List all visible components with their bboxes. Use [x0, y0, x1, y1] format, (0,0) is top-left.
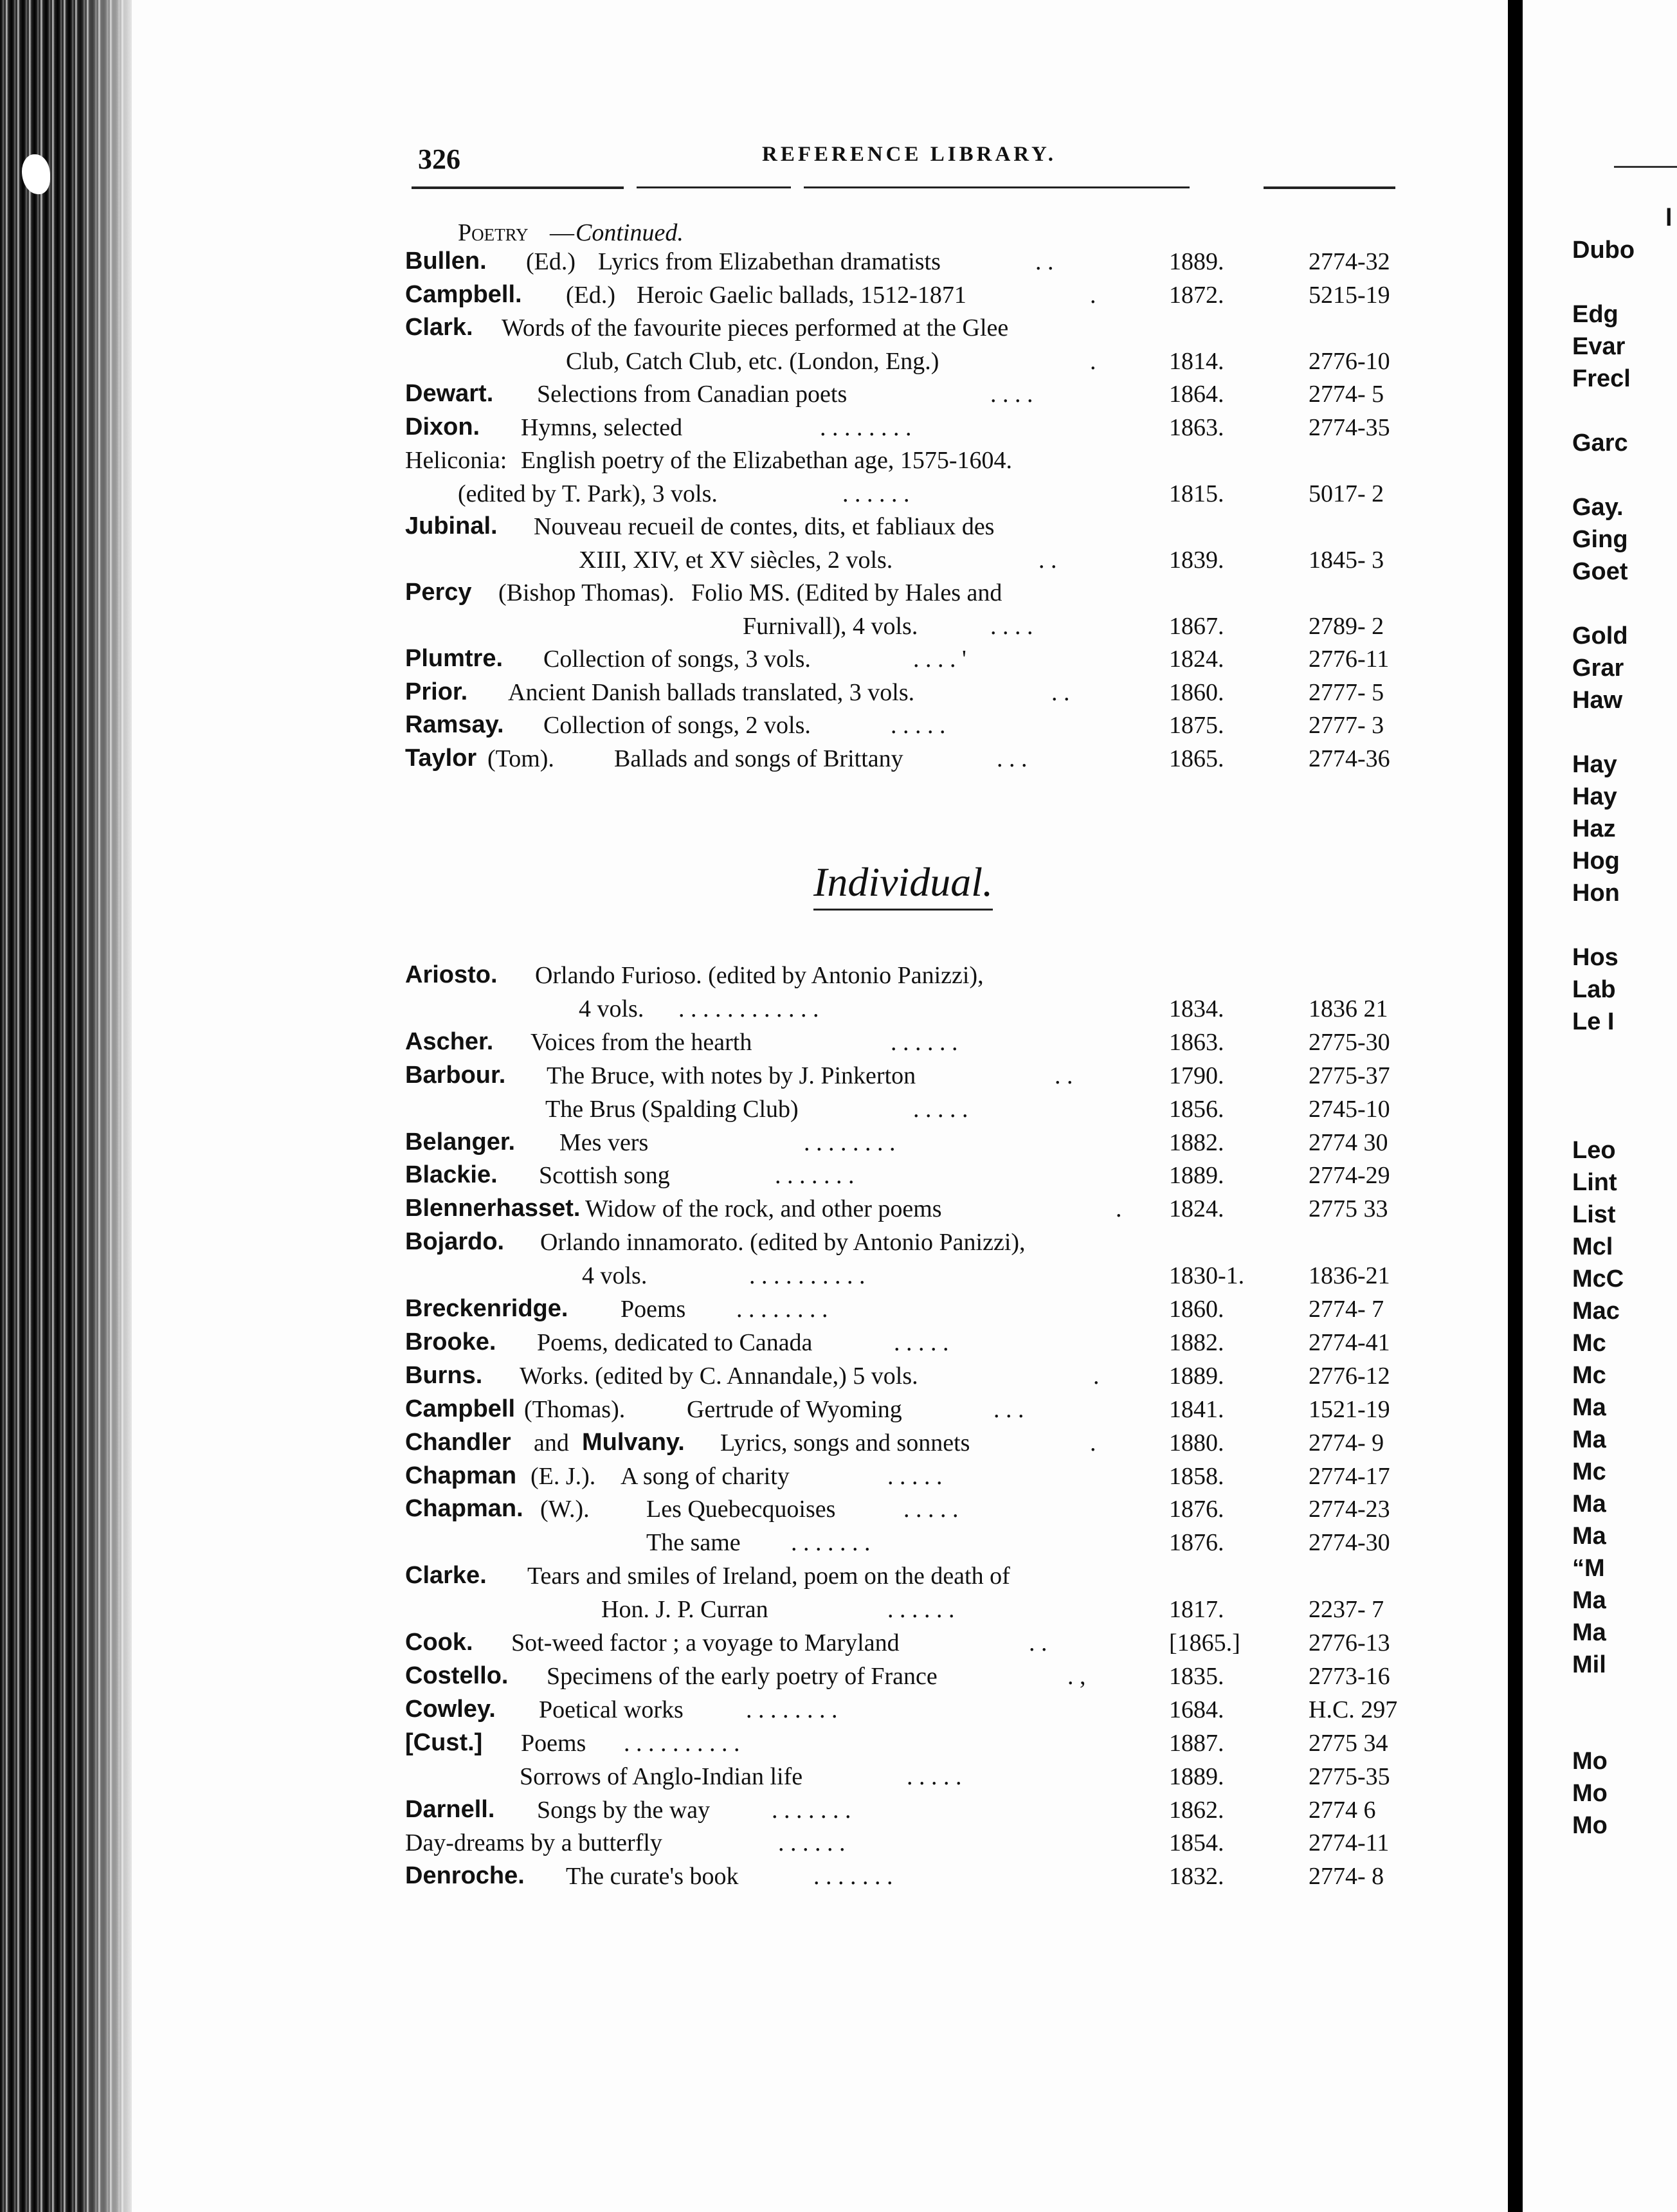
entry-title: Heroic Gaelic ballads, 1512-1871 — [637, 281, 966, 309]
shelf-number: 2774-35 — [1309, 413, 1390, 441]
entry-title: 4 vols. — [582, 1262, 648, 1290]
section-heading-prefix: Poetry — [458, 219, 529, 246]
entry-title: Lyrics, songs and sonnets — [720, 1429, 970, 1456]
facing-page-fragment: Mac — [1572, 1298, 1620, 1325]
facing-page-fragment: Lint — [1572, 1169, 1617, 1196]
entry-year: 1860. — [1169, 1296, 1224, 1323]
shelf-number: 2777- 5 — [1309, 678, 1384, 706]
shelf-number: 2773-16 — [1309, 1662, 1390, 1690]
author-name: Darnell. — [405, 1795, 495, 1823]
facing-page-fragment: McC — [1572, 1265, 1624, 1292]
entry-line — [0, 1862, 1415, 1901]
facing-page-fragment: Grar — [1572, 655, 1624, 682]
facing-page-rule — [1614, 166, 1677, 168]
shelf-number: 1521-19 — [1309, 1395, 1390, 1423]
leader-dots: . . . . . . — [887, 1596, 955, 1624]
facing-page-fragment: l — [1665, 204, 1672, 231]
facing-page-fragment: Ma — [1572, 1587, 1606, 1614]
author-name: Barbour. — [405, 1061, 506, 1089]
leader-dots: . . . . . . . . — [746, 1696, 838, 1723]
entry-year: 1790. — [1169, 1062, 1224, 1089]
leader-dots: . . — [1038, 546, 1057, 574]
author-name: Costello. — [405, 1662, 509, 1689]
entry-title: Tears and smiles of Ireland, poem on the death of — [527, 1563, 1010, 1590]
entry-year: 1875. — [1169, 712, 1224, 739]
facing-page-fragment: Ma — [1572, 1394, 1606, 1421]
leader-dots: . . . . . . . — [772, 1796, 851, 1824]
leader-dots: . — [1090, 1429, 1096, 1456]
facing-page-fragment: Haz — [1572, 815, 1616, 842]
shelf-number: 2774-29 — [1309, 1162, 1390, 1190]
entry-title: Lyrics from Elizabethan dramatists — [598, 248, 941, 275]
shelf-number: 2774 6 — [1309, 1796, 1376, 1824]
entry-title: Sot-weed factor ; a voyage to Maryland — [511, 1629, 900, 1656]
author-name: Dewart. — [405, 380, 494, 407]
leader-dots: . . . . . . — [778, 1829, 846, 1857]
shelf-number: 2774- 9 — [1309, 1429, 1384, 1456]
shelf-number: 2774-32 — [1309, 248, 1390, 275]
running-title: REFERENCE LIBRARY. — [762, 143, 1057, 166]
entry-year: 1872. — [1169, 281, 1224, 309]
entry-title: A song of charity — [621, 1462, 790, 1490]
header-rule — [1264, 186, 1395, 189]
entry-year: 1864. — [1169, 381, 1224, 408]
shelf-number: 2774-41 — [1309, 1328, 1390, 1356]
author-name: Belanger. — [405, 1128, 516, 1156]
entry-year: 1889. — [1169, 1763, 1224, 1790]
facing-page-fragment: Mo — [1572, 1748, 1608, 1775]
entry-title: Furnivall), 4 vols. — [743, 612, 918, 640]
entry-title: Club, Catch Club, etc. (London, Eng.) — [566, 347, 939, 375]
entry-year: 1856. — [1169, 1095, 1224, 1123]
entry-title: Selections from Canadian poets — [537, 381, 848, 408]
author-name: Dixon. — [405, 413, 480, 440]
author-name: Clarke. — [405, 1562, 487, 1590]
facing-page — [1523, 0, 1677, 2212]
entry-title: Mes vers — [559, 1129, 649, 1156]
header-rule — [637, 186, 791, 188]
leader-dots: . . . . . . . — [813, 1863, 893, 1890]
author-qualifier: and — [534, 1429, 569, 1456]
entry-title: The Brus (Spalding Club) — [545, 1095, 799, 1123]
shelf-number: 2776-13 — [1309, 1629, 1390, 1656]
author-name: Bojardo. — [405, 1228, 505, 1256]
entry-title: Hymns, selected — [521, 413, 683, 441]
entry-title: Specimens of the early poetry of France — [547, 1662, 938, 1690]
entry-year: 1835. — [1169, 1662, 1224, 1690]
facing-page-fragment: Mcl — [1572, 1233, 1613, 1260]
leader-dots: . . . . . . . — [791, 1529, 871, 1557]
shelf-number: 1836 21 — [1309, 995, 1388, 1022]
author-qualifier: (Tom). — [487, 745, 554, 772]
author-name: Ramsay. — [405, 711, 504, 738]
shelf-number: 1845- 3 — [1309, 546, 1384, 574]
author-name: Chandler — [405, 1428, 511, 1456]
facing-page-fragment: Mc — [1572, 1330, 1606, 1357]
entry-year: 1817. — [1169, 1596, 1224, 1624]
leader-dots: . — [1093, 1362, 1100, 1390]
leader-dots: . . — [1055, 1062, 1073, 1089]
leader-dots: . . . . . . . . . . . . — [678, 995, 819, 1022]
entry-title: Gertrude of Wyoming — [687, 1395, 902, 1423]
facing-page-fragment: Hay — [1572, 751, 1617, 778]
leader-dots: . . . — [997, 745, 1028, 772]
author-name: Campbell. — [405, 280, 522, 308]
shelf-number: 5017- 2 — [1309, 480, 1384, 507]
author-qualifier: (Ed.) — [566, 281, 616, 309]
leader-dots: . . . . . . . . — [820, 413, 912, 441]
entry-title: Day-dreams by a butterfly — [405, 1829, 662, 1857]
facing-page-fragment: List — [1572, 1201, 1616, 1228]
entry-year: 1882. — [1169, 1328, 1224, 1356]
leader-dots: . — [1116, 1195, 1122, 1223]
facing-page-fragment: Dubo — [1572, 237, 1635, 264]
shelf-number: 2776-12 — [1309, 1362, 1390, 1390]
leader-dots: . . — [1051, 678, 1070, 706]
facing-page-fragment: Hog — [1572, 848, 1620, 875]
author-name: Plumtre. — [405, 645, 503, 672]
entry-year: 1854. — [1169, 1829, 1224, 1857]
author-name: Jubinal. — [405, 512, 498, 539]
shelf-number: 2774-30 — [1309, 1529, 1390, 1557]
facing-page-fragment: Hon — [1572, 880, 1620, 907]
author-name: Taylor — [405, 744, 477, 772]
shelf-number: 2774-36 — [1309, 745, 1390, 772]
facing-page-fragment: Hos — [1572, 944, 1618, 971]
facing-page-fragment: “M — [1572, 1555, 1605, 1582]
leader-dots: . . — [1029, 1629, 1047, 1656]
leader-dots: . . . . . — [907, 1763, 962, 1790]
author-name: Ascher. — [405, 1028, 494, 1055]
coauthor-name: Mulvany. — [582, 1428, 685, 1456]
facing-page-fragment: Ma — [1572, 1426, 1606, 1453]
shelf-number: 2789- 2 — [1309, 612, 1384, 640]
entry-title: Scottish song — [539, 1162, 670, 1190]
entry-year: 1880. — [1169, 1429, 1224, 1456]
author-name: Clark. — [405, 314, 473, 341]
entry-year: 1834. — [1169, 995, 1224, 1022]
shelf-number: 2775 34 — [1309, 1729, 1388, 1757]
entry-title: Widow of the rock, and other poems — [585, 1195, 942, 1223]
facing-page-fragment: Goet — [1572, 558, 1628, 585]
section-heading-dash: — — [550, 219, 574, 246]
entry-title: Folio MS. (Edited by Hales and — [691, 579, 1002, 606]
page-number: 326 — [418, 143, 460, 175]
entry-year: 1889. — [1169, 248, 1224, 275]
author-name: Burns. — [405, 1361, 483, 1389]
leader-dots: . . . . . — [894, 1328, 949, 1356]
entry-title: The Bruce, with notes by J. Pinkerton — [547, 1062, 916, 1089]
leader-dots: . — [1090, 281, 1096, 309]
leader-dots: . — [1090, 347, 1096, 375]
entry-title: Poems — [521, 1729, 586, 1757]
entry-title: XIII, XIV, et XV siècles, 2 vols. — [579, 546, 893, 574]
leader-dots: . . . . . . . . . . — [624, 1729, 740, 1757]
leader-dots: . . . — [993, 1395, 1024, 1423]
shelf-number: 5215-19 — [1309, 281, 1390, 309]
gutter — [1508, 0, 1523, 2212]
leader-dots: . . . . . . . . — [804, 1129, 896, 1156]
entry-year: 1830-1. — [1169, 1262, 1245, 1290]
facing-page-fragment: Mil — [1572, 1651, 1606, 1678]
shelf-number: H.C. 297 — [1309, 1696, 1398, 1723]
entry-year: 1839. — [1169, 546, 1224, 574]
entry-year: [1865.] — [1169, 1629, 1240, 1656]
entry-year: 1867. — [1169, 612, 1224, 640]
facing-page-fragment: Hay — [1572, 783, 1617, 810]
entry-title: Songs by the way — [537, 1796, 711, 1824]
author-qualifier: (E. J.). — [530, 1462, 596, 1490]
entry-title: Poems, dedicated to Canada — [537, 1328, 813, 1356]
entry-year: 1814. — [1169, 347, 1224, 375]
entry-title: Orlando Furioso. (edited by Antonio Panizzi), — [535, 962, 984, 989]
author-qualifier: (Ed.) — [526, 248, 576, 275]
leader-dots: . . . . . . — [842, 480, 910, 507]
leader-dots: . . . . — [990, 612, 1033, 640]
shelf-number: 2774- 7 — [1309, 1296, 1384, 1323]
entry-title: Orlando innamorato. (edited by Antonio Panizzi), — [540, 1229, 1026, 1256]
facing-page-fragment: Edg — [1572, 301, 1618, 328]
entry-title: The same — [646, 1529, 741, 1557]
shelf-number: 2774-23 — [1309, 1496, 1390, 1523]
author-name: Percy — [405, 579, 472, 606]
header-rule — [412, 186, 624, 189]
leader-dots: . . . . . — [913, 1095, 968, 1123]
entry-title: Heliconia: — [405, 447, 507, 474]
leader-dots: . . . . ' — [913, 646, 966, 673]
shelf-number: 2237- 7 — [1309, 1596, 1384, 1624]
entry-title: Poetical works — [539, 1696, 684, 1723]
shelf-number: 2774- 8 — [1309, 1863, 1384, 1890]
shelf-number: 2774-11 — [1309, 1829, 1390, 1857]
facing-page-fragment: Ma — [1572, 1619, 1606, 1646]
shelf-number: 2776-11 — [1309, 646, 1390, 673]
shelf-number: 2774-17 — [1309, 1462, 1390, 1490]
entry-title: Ancient Danish ballads translated, 3 vols. — [508, 678, 915, 706]
leader-dots: . . . . . . . . . . — [749, 1262, 866, 1290]
leader-dots: . . . . — [990, 381, 1033, 408]
facing-page-fragment: Mo — [1572, 1780, 1608, 1807]
shelf-number: 2774 30 — [1309, 1129, 1388, 1156]
facing-page-fragment: Evar — [1572, 333, 1626, 360]
author-name: Campbell — [405, 1395, 516, 1422]
entry-title: Collection of songs, 3 vols. — [543, 646, 811, 673]
leader-dots: . . . . . . . — [775, 1162, 855, 1190]
entry-year: 1860. — [1169, 678, 1224, 706]
author-name: Ariosto. — [405, 961, 498, 988]
facing-page-fragment: Le I — [1572, 1008, 1615, 1035]
shelf-number: 2776-10 — [1309, 347, 1390, 375]
facing-page-fragment: Haw — [1572, 687, 1623, 714]
author-qualifier: (Bishop Thomas). — [498, 579, 675, 606]
entry-title: Collection of songs, 2 vols. — [543, 712, 811, 739]
entry-year: 1863. — [1169, 413, 1224, 441]
entry-title: English poetry of the Elizabethan age, 1575-1604. — [521, 447, 1013, 474]
facing-page-fragment: Mc — [1572, 1458, 1606, 1485]
entry-year: 1862. — [1169, 1796, 1224, 1824]
individual-heading: Individual. — [813, 858, 993, 911]
leader-dots: . , — [1067, 1662, 1086, 1690]
leader-dots: . . . . . . . . — [736, 1296, 828, 1323]
shelf-number: 2775-37 — [1309, 1062, 1390, 1089]
author-name: Denroche. — [405, 1862, 525, 1890]
entry-title: Words of the favourite pieces performed at the Glee — [502, 314, 1009, 341]
facing-page-fragment: Lab — [1572, 976, 1616, 1003]
author-name: Breckenridge. — [405, 1295, 568, 1322]
entry-year: 1841. — [1169, 1395, 1224, 1423]
shelf-number: 2775-35 — [1309, 1763, 1390, 1790]
author-qualifier: (W.). — [540, 1496, 590, 1523]
leader-dots: . . . . . — [891, 712, 946, 739]
facing-page-fragment: Leo — [1572, 1137, 1616, 1164]
facing-page-fragment: Gold — [1572, 622, 1628, 649]
entry-year: 1824. — [1169, 646, 1224, 673]
author-name: Blackie. — [405, 1161, 498, 1189]
entry-year: 1882. — [1169, 1129, 1224, 1156]
shelf-number: 2775-30 — [1309, 1028, 1390, 1056]
entry-year: 1887. — [1169, 1729, 1224, 1757]
shelf-number: 2774- 5 — [1309, 381, 1384, 408]
entry-year: 1824. — [1169, 1195, 1224, 1223]
entry-title: The curate's book — [566, 1863, 739, 1890]
entry-title: Sorrows of Anglo-Indian life — [520, 1763, 803, 1790]
entry-year: 1889. — [1169, 1362, 1224, 1390]
entry-year: 1815. — [1169, 480, 1224, 507]
facing-page-fragment: Garc — [1572, 430, 1628, 457]
facing-page-fragment: Ma — [1572, 1523, 1606, 1550]
author-name: Chapman — [405, 1462, 517, 1489]
leader-dots: . . — [1035, 248, 1054, 275]
entry-year: 1865. — [1169, 745, 1224, 772]
entry-year: 1863. — [1169, 1028, 1224, 1056]
entry-title: Voices from the hearth — [530, 1028, 752, 1056]
shelf-number: 1836-21 — [1309, 1262, 1390, 1290]
section-heading-suffix: Continued. — [576, 219, 684, 246]
entry-title: Ballads and songs of Brittany — [614, 745, 903, 772]
entry-title: Poems — [621, 1296, 686, 1323]
author-name: Blennerhasset. — [405, 1195, 581, 1222]
entry-title: Nouveau recueil de contes, dits, et fabliaux des — [534, 513, 995, 540]
facing-page-fragment: Ging — [1572, 526, 1628, 553]
entry-title: (edited by T. Park), 3 vols. — [458, 480, 718, 507]
leader-dots: . . . . . . — [891, 1028, 958, 1056]
entry-title: 4 vols. — [579, 995, 644, 1022]
header-rule — [804, 186, 1190, 188]
facing-page-fragment: Frecl — [1572, 365, 1631, 392]
facing-page-fragment: Ma — [1572, 1491, 1606, 1518]
entry-title: Hon. J. P. Curran — [601, 1596, 768, 1624]
author-name: Chapman. — [405, 1495, 523, 1523]
entry-title: Works. (edited by C. Annandale,) 5 vols. — [520, 1362, 918, 1390]
author-name: Brooke. — [405, 1328, 496, 1355]
shelf-number: 2777- 3 — [1309, 712, 1384, 739]
entry-year: 1684. — [1169, 1696, 1224, 1723]
shelf-number: 2775 33 — [1309, 1195, 1388, 1223]
entry-year: 1832. — [1169, 1863, 1224, 1890]
facing-page-fragment: Gay. — [1572, 494, 1624, 521]
shelf-number: 2745-10 — [1309, 1095, 1390, 1123]
entry-year: 1858. — [1169, 1462, 1224, 1490]
entry-year: 1876. — [1169, 1496, 1224, 1523]
leader-dots: . . . . . — [887, 1462, 943, 1490]
facing-page-fragment: Mc — [1572, 1362, 1606, 1389]
author-name: Cowley. — [405, 1695, 496, 1723]
author-name: Cook. — [405, 1629, 473, 1656]
author-name: Bullen. — [405, 248, 487, 275]
entry-year: 1876. — [1169, 1529, 1224, 1557]
facing-page-fragment: Mo — [1572, 1812, 1608, 1839]
entry-title: Les Quebecquoises — [646, 1496, 836, 1523]
author-name: Prior. — [405, 678, 468, 705]
author-qualifier: (Thomas). — [524, 1395, 626, 1423]
author-name: [Cust.] — [405, 1728, 483, 1756]
entry-year: 1889. — [1169, 1162, 1224, 1190]
entry-line — [0, 745, 1415, 783]
leader-dots: . . . . . — [903, 1496, 959, 1523]
